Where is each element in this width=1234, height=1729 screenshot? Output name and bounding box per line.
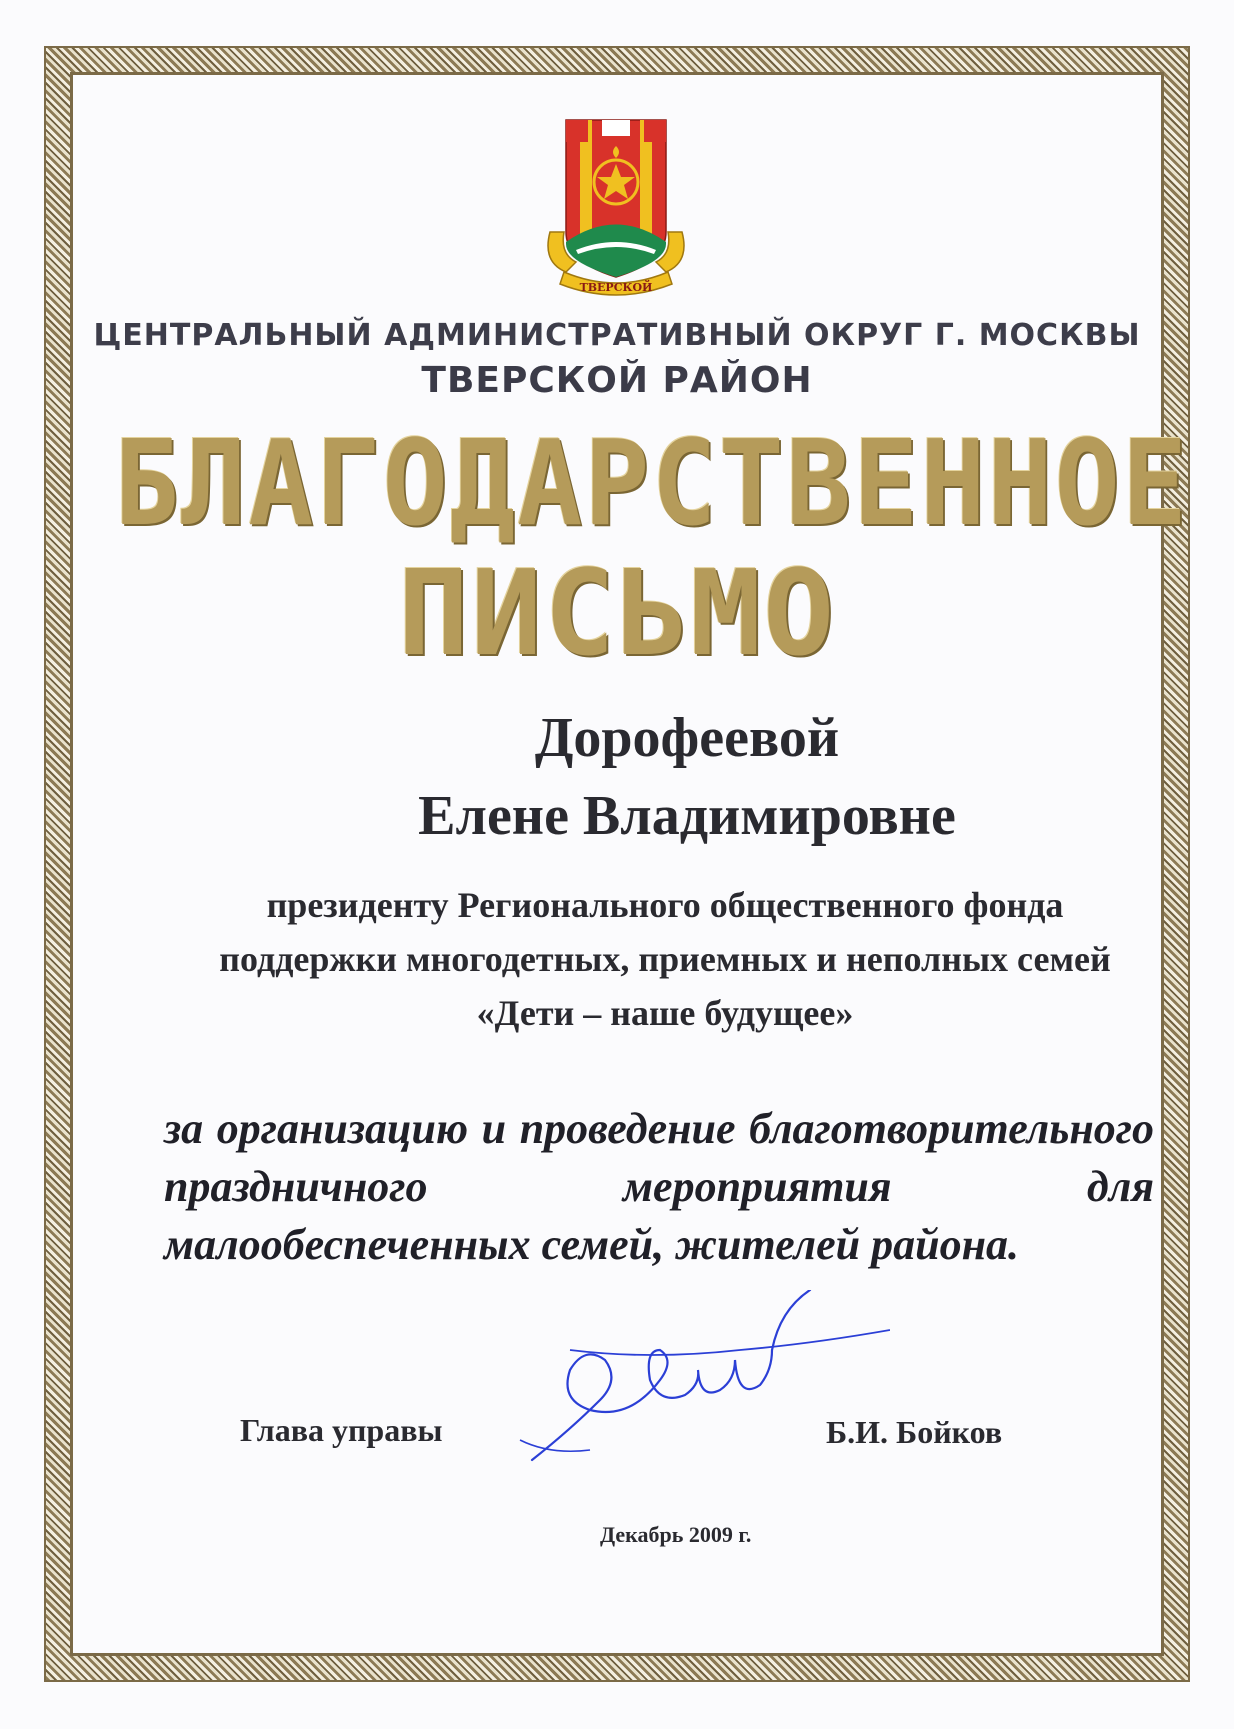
okrug-header: ЦЕНТРАЛЬНЫЙ АДМИНИСТРАТИВНЫЙ ОКРУГ Г. МОСКВЫ [93,318,1141,353]
certificate-title-line2: ПИСЬМО [397,544,837,682]
award-reason: за организацию и проведение благотворительного праздничного мероприятия для малообеспеченных семей, жителей района. [164,1104,1154,1269]
recipient-surname: Дорофеевой [534,707,840,769]
recipient-given-names: Елене Владимировне [418,785,956,847]
rayon-header: ТВЕРСКОЙ РАЙОН [421,360,813,401]
issue-date: Декабрь 2009 г. [600,1522,752,1547]
recipient-position: президенту Регионального общественного фонда поддержки многодетных, приемных и неполных семей «Дети – наше будущее» [219,885,1111,1033]
certificate-title-line1: БЛАГОДАРСТВЕННОЕ [113,414,1189,552]
handwritten-signature [510,1290,890,1500]
signatory-name: Б.И. Бойков [826,1414,1003,1450]
emblem-ribbon-text: ТВЕРСКОЙ [579,281,653,294]
coat-of-arms-emblem [536,112,696,302]
signatory-role: Глава управы [240,1412,443,1448]
